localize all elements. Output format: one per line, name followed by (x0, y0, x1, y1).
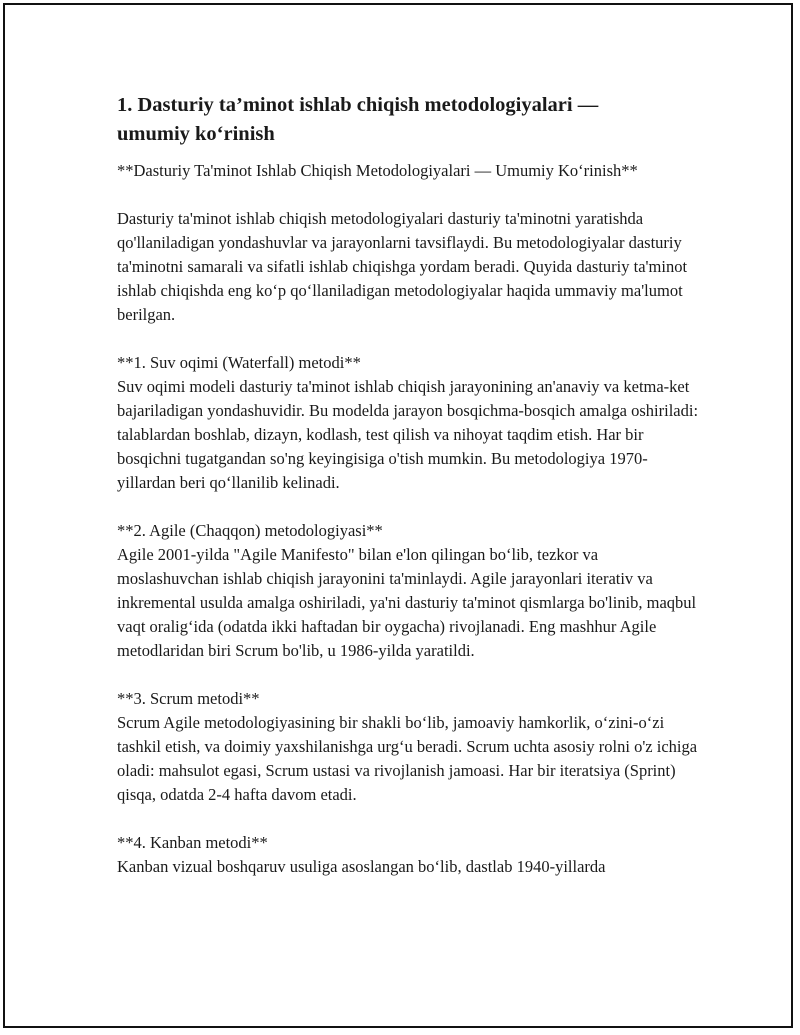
section-scrum (117, 687, 702, 807)
section-kanban (117, 831, 702, 879)
document-title: 1. Dasturiy ta’minot ishlab chiqish metodologiyalari — umumiy ko‘rinish (117, 94, 599, 145)
section-agile (117, 519, 702, 663)
section-body: Suv oqimi modeli dasturiy ta'minot ishlab chiqish jarayonining an'anaviy va ketma-ket bajariladigan yondashuvidir. Bu modelda jarayon bosqichma-bosqich amalga oshiriladi: talablardan boshlab, dizayn, kodlash, test qilish va nihoyat taqdim etish. Har bir bosqichni tugatgandan so'ng keyingisiga o'tish mumkin. Bu metodologiya 1970-yillardan beri qo‘llanilib kelinadi. (117, 377, 699, 492)
section-heading: **2. Agile (Chaqqon) metodologiyasi** (117, 521, 383, 540)
section-body: Agile 2001-yilda "Agile Manifesto" bilan e'lon qilingan bo‘lib, tezkor va moslashuvchan ishlab chiqish jarayonini ta'minlaydi. Agile jarayonlari iterativ va inkremental usulda amalga oshiriladi, ya'ni dasturiy ta'minot qismlarga bo'linib, maqbul vaqt oralig‘ida (odatda ikki haftadan bir oygacha) rivojlanadi. Eng mashhur Agile metodlaridan biri Scrum bo'lib, u 1986-yilda yaratildi. (117, 545, 697, 660)
section-heading: **4. Kanban metodi** (117, 833, 268, 852)
intro-paragraph: Dasturiy ta'minot ishlab chiqish metodologiyalari dasturiy ta'minotni yaratishda qo'llaniladigan yondashuvlar va jarayonlarni tavsiflaydi. Bu metodologiyalar dasturiy ta'minotni samarali va sifatli ishlab chiqishga yordam beradi. Quyida dasturiy ta'minot ishlab chiqishda eng ko‘p qo‘llaniladigan metodologiyalar haqida ummaviy ma'lumot berilgan. (117, 209, 688, 324)
section-heading: **3. Scrum metodi** (117, 689, 260, 708)
section-heading: **1. Suv oqimi (Waterfall) metodi** (117, 353, 361, 372)
section-body: Scrum Agile metodologiyasining bir shakli bo‘lib, jamoaviy hamkorlik, o‘zini-o‘zi tashkil etish, va doimiy yaxshilanishga urg‘u beradi. Scrum uchta asosiy rolni o'z ichiga oladi: mahsulot egasi, Scrum ustasi va rivojlanish jamoasi. Har bir iteratsiya (Sprint) qisqa, odatda 2-4 hafta davom etadi. (117, 713, 698, 804)
document-subtitle: **Dasturiy Ta'minot Ishlab Chiqish Metodologiyalari — Umumiy Ko‘rinish** (117, 161, 638, 180)
section-waterfall (117, 351, 702, 495)
section-body: Kanban vizual boshqaruv usuliga asoslangan bo‘lib, dastlab 1940-yillarda (117, 857, 606, 876)
document-body (117, 91, 702, 879)
